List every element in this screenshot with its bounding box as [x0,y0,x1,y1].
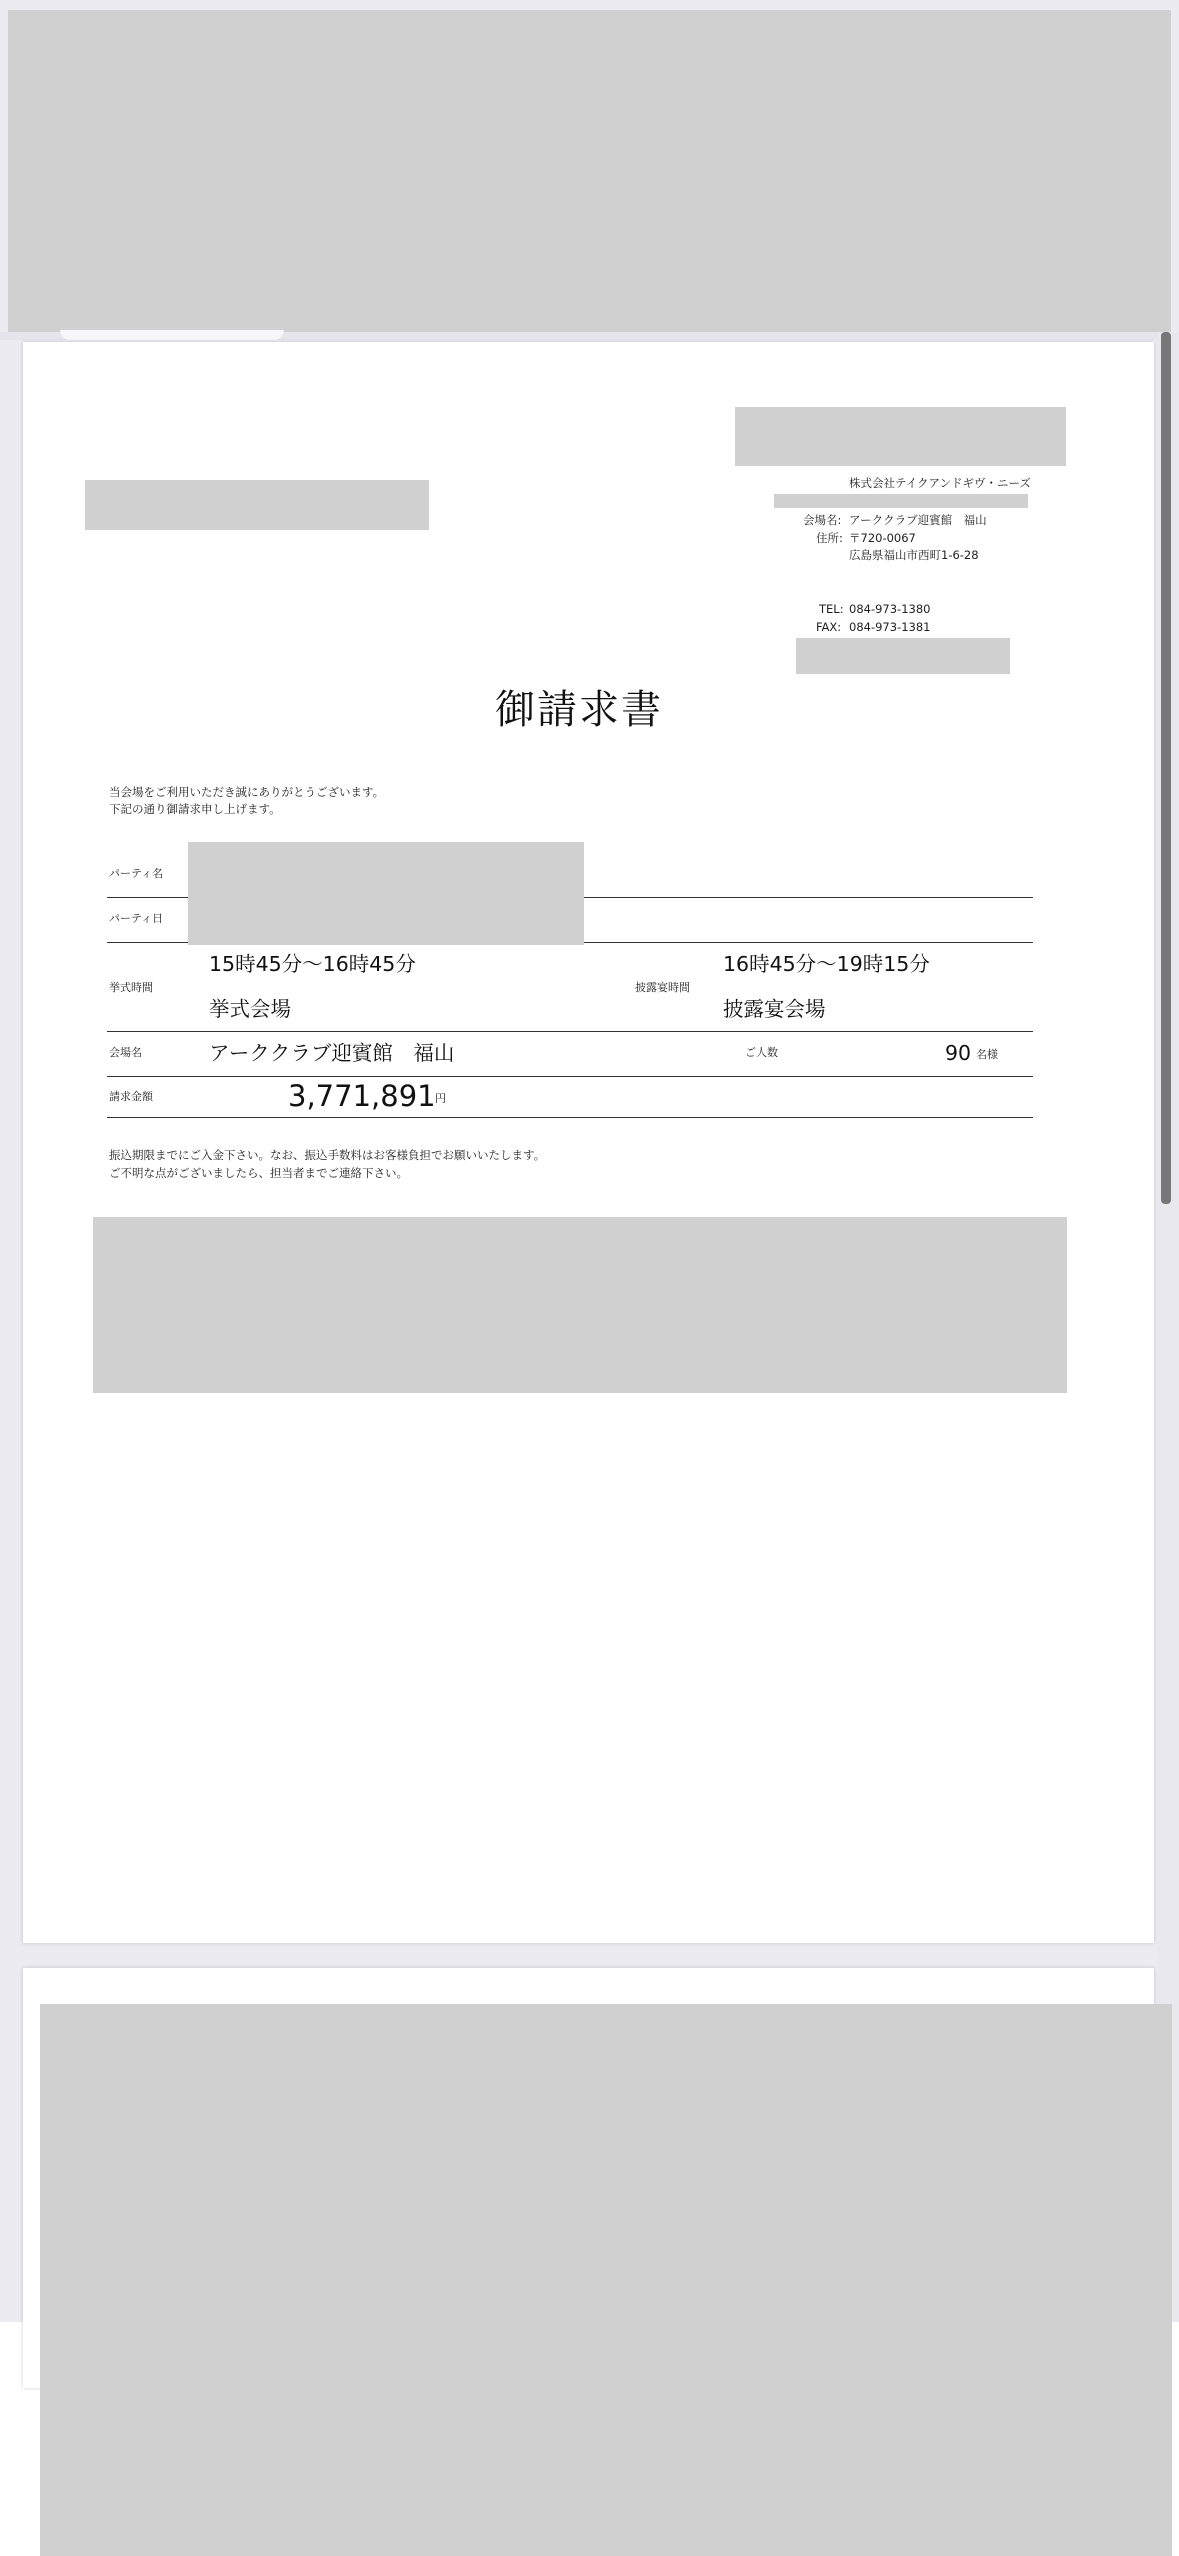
party-date-label: パーティ日 [109,912,164,925]
amount-value: 3,771,891 [288,1079,436,1113]
redacted-next-page-content [40,2004,1172,2556]
redacted-header-area [8,10,1171,332]
issuer-venue: アーククラブ迎賓館 福山 [849,513,987,527]
greeting-line-1: 当会場をご利用いただき誠にありがとうございます。 [109,785,385,799]
issuer-fax-label: FAX: [816,620,842,634]
reception-time-label: 披露宴時間 [635,981,690,994]
redacted-stamp [796,638,1010,674]
viewer-tab-handle[interactable] [60,330,284,340]
issuer-fax: 084-973-1381 [849,620,931,634]
reception-time: 16時45分～19時15分 [723,952,930,976]
issuer-postal: 〒720-0067 [849,531,916,545]
redacted-party-info [188,842,584,945]
amount-label: 請求金額 [109,1090,153,1103]
greeting-line-2: 下記の通り御請求申し上げます。 [109,802,281,816]
issuer-address-label: 住所: [816,531,843,545]
invoice-page [23,342,1154,1943]
issuer-tel: 084-973-1380 [849,602,931,616]
row-divider [107,1076,1033,1077]
ceremony-time: 15時45分～16時45分 [209,952,416,976]
venue-label: 会場名 [109,1046,142,1059]
ceremony-time-label: 挙式時間 [109,981,153,994]
row-divider [107,1117,1033,1118]
amount-unit: 円 [435,1092,446,1105]
issuer-company: 株式会社テイクアンドギヴ・ニーズ [849,476,1031,490]
note-line-2: ご不明な点がございましたら、担当者までご連絡下さい。 [109,1166,408,1180]
document-title: 御請求書 [495,687,663,733]
issuer-tel-label: TEL: [819,602,844,616]
issuer-venue-label: 会場名: [803,513,842,527]
redacted-issuer-line [774,494,1028,508]
scrollbar-thumb[interactable] [1161,332,1171,1204]
party-name-label: パーティ名 [109,867,164,880]
guests-count: 90 [945,1041,972,1065]
redacted-recipient [85,480,429,530]
redacted-bank-details [93,1217,1067,1393]
issuer-address: 広島県福山市西町1-6-28 [849,548,979,562]
venue-name: アーククラブ迎賓館 福山 [209,1041,455,1065]
guests-unit: 名様 [976,1048,998,1061]
note-line-1: 振込期限までにご入金下さい。なお、振込手数料はお客様負担でお願いいたします。 [109,1148,546,1162]
redacted-logo [735,407,1066,466]
reception-venue: 披露宴会場 [723,997,826,1021]
guests-label: ご人数 [745,1046,778,1059]
ceremony-venue: 挙式会場 [209,997,291,1021]
row-divider [107,1031,1033,1032]
